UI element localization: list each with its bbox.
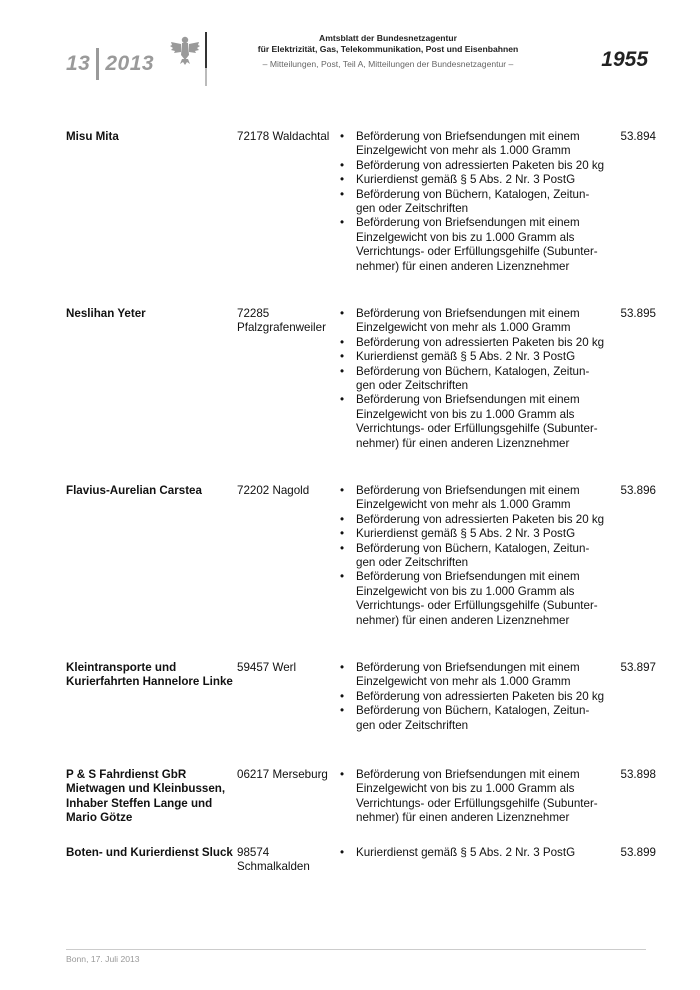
list-item	[66, 130, 656, 307]
service-item: • Beförderung von Büchern, Katalogen, Zeitun-gen oder Zeitschriften	[340, 365, 605, 394]
service-item: • Beförderung von Briefsendungen mit einem Einzelgewicht von bis zu 1.000 Gramm als Verrichtungs- oder Erfüllungsgehilfe (Subunter-nehmer) für einen anderen Lizenznehmer	[340, 768, 605, 826]
publication-line-1: Amtsblatt der Bundesnetzagentur	[319, 33, 457, 43]
licensee-city: 72202 Nagold	[237, 484, 310, 497]
service-item: • Beförderung von Büchern, Katalogen, Zeitun-gen oder Zeitschriften	[340, 188, 605, 217]
licensee-city: 59457 Werl	[237, 661, 297, 674]
service-list	[340, 484, 605, 661]
publication-line-2: für Elektrizität, Gas, Telekommunikation, Post und Eisenbahnen	[257, 44, 519, 54]
service-item: • Beförderung von Briefsendungen mit einem Einzelgewicht von mehr als 1.000 Gramm	[340, 484, 605, 513]
licensee-name: Neslihan Yeter	[66, 307, 146, 320]
service-item: • Kurierdienst gemäß § 5 Abs. 2 Nr. 3 PostG	[340, 846, 605, 860]
footer-divider	[66, 949, 646, 950]
service-item: • Beförderung von adressierten Paketen bis 20 kg	[340, 513, 605, 527]
service-list	[340, 661, 605, 768]
service-item: • Beförderung von Büchern, Katalogen, Zeitun-gen oder Zeitschriften	[340, 704, 605, 733]
issue-divider	[96, 48, 99, 80]
license-number: 53.897	[620, 661, 656, 674]
licensee-name: P & S Fahrdienst GbR Mietwagen und Kleinbussen, Inhaber Steffen Lange und Mario Götze	[66, 768, 226, 825]
service-item: • Beförderung von Büchern, Katalogen, Zeitun-gen oder Zeitschriften	[340, 542, 605, 571]
list-item	[66, 661, 656, 768]
licensee-name: Misu Mita	[66, 130, 119, 143]
service-list	[340, 130, 605, 307]
service-item: • Kurierdienst gemäß § 5 Abs. 2 Nr. 3 PostG	[340, 527, 605, 541]
footer-date: Bonn, 17. Juli 2013	[66, 954, 140, 964]
service-item: • Beförderung von Briefsendungen mit einem Einzelgewicht von mehr als 1.000 Gramm	[340, 307, 605, 336]
licensee-name: Flavius-Aurelian Carstea	[66, 484, 202, 497]
list-item	[66, 307, 656, 484]
list-item	[66, 846, 656, 886]
license-list	[66, 130, 656, 886]
licensee-name: Kleintransporte und Kurierfahrten Hannelore Linke	[66, 661, 233, 689]
license-number: 53.895	[620, 307, 656, 320]
service-item: • Beförderung von adressierten Paketen bis 20 kg	[340, 159, 605, 173]
service-item: • Kurierdienst gemäß § 5 Abs. 2 Nr. 3 PostG	[340, 350, 605, 364]
service-item: • Beförderung von Briefsendungen mit einem Einzelgewicht von mehr als 1.000 Gramm	[340, 661, 605, 690]
list-item	[66, 768, 656, 846]
service-item: • Beförderung von adressierten Paketen bis 20 kg	[340, 336, 605, 350]
service-item: • Beförderung von Briefsendungen mit einem Einzelgewicht von bis zu 1.000 Gramm als Verrichtungs- oder Erfüllungsgehilfe (Subunter-nehmer) für einen anderen Lizenznehmer	[340, 570, 605, 628]
licensee-city: 98574 Schmalkalden	[237, 846, 310, 874]
license-number: 53.896	[620, 484, 656, 497]
federal-eagle-icon	[168, 33, 202, 67]
service-item: • Beförderung von Briefsendungen mit einem Einzelgewicht von bis zu 1.000 Gramm als Verrichtungs- oder Erfüllungsgehilfe (Subunter-nehmer) für einen anderen Lizenznehmer	[340, 216, 605, 274]
service-item: • Kurierdienst gemäß § 5 Abs. 2 Nr. 3 PostG	[340, 173, 605, 187]
licensee-city: 72178 Waldachtal	[237, 130, 330, 143]
licensee-city: 72285 Pfalzgrafenweiler	[237, 307, 326, 335]
license-number: 53.894	[620, 130, 656, 143]
service-list	[340, 307, 605, 484]
license-number: 53.899	[620, 846, 656, 859]
licensee-name: Boten- und Kurierdienst Sluck	[66, 846, 233, 859]
header-divider	[205, 32, 207, 68]
page-header	[0, 0, 700, 100]
service-list	[340, 768, 605, 846]
service-item: • Beförderung von Briefsendungen mit einem Einzelgewicht von mehr als 1.000 Gramm	[340, 130, 605, 159]
issue-number: 13	[66, 52, 91, 75]
license-number: 53.898	[620, 768, 656, 781]
header-divider-light	[205, 68, 207, 86]
service-list	[340, 846, 605, 886]
issue-year: 2013	[105, 52, 155, 75]
section-title: – Mitteilungen, Post, Teil A, Mitteilungen der Bundesnetzagentur –	[262, 59, 514, 69]
service-item: • Beförderung von Briefsendungen mit einem Einzelgewicht von bis zu 1.000 Gramm als Verrichtungs- oder Erfüllungsgehilfe (Subunter-nehmer) für einen anderen Lizenznehmer	[340, 393, 605, 451]
licensee-city: 06217 Merseburg	[237, 768, 328, 781]
list-item	[66, 484, 656, 661]
publication-title	[228, 33, 548, 55]
issue-label	[66, 48, 154, 80]
page-number: 1955	[601, 48, 648, 71]
service-item: • Beförderung von adressierten Paketen bis 20 kg	[340, 690, 605, 704]
